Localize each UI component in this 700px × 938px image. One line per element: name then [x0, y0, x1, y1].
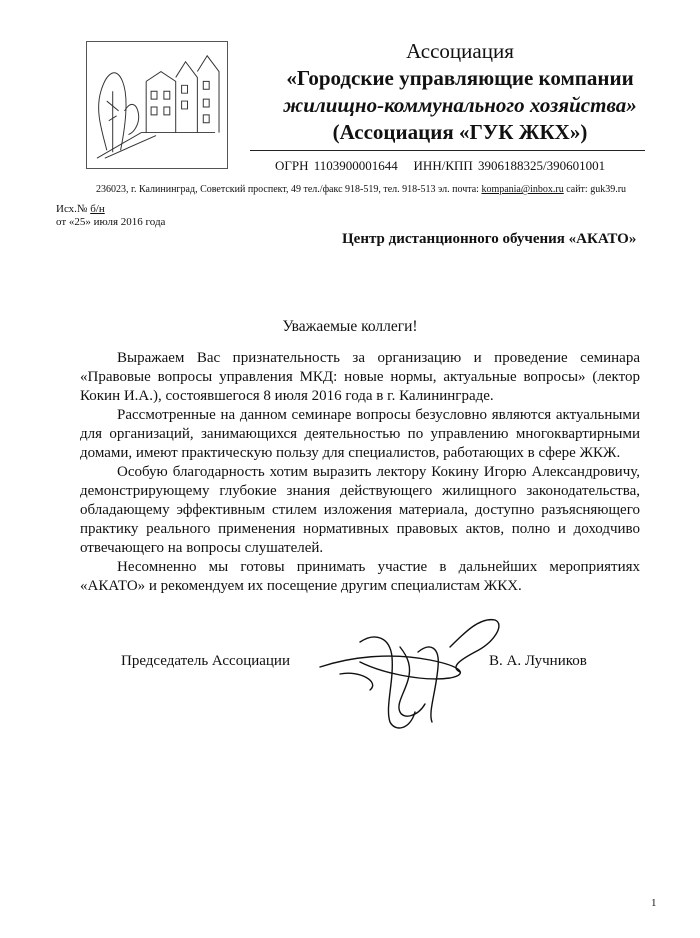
outgoing-date: от «25» июля 2016 года: [56, 216, 166, 228]
signatory-title: Председатель Ассоциации: [121, 653, 290, 669]
inn-kpp: ИНН/КПП 3906188325/390601001: [413, 158, 606, 173]
street-sketch-image: [87, 42, 227, 168]
greeting: Уважаемые коллеги!: [282, 318, 418, 335]
paragraph: Выражаем Вас признательность за организацию и проведение семинара «Правовые вопросы управления МКД: новые нормы, актуальные вопросы» (лектор Кокин И.А.), состоявшегося 8 июля 2016 года в г. Калининграде.: [80, 350, 640, 404]
signatory-name: В. А. Лучников: [489, 653, 587, 669]
org-line-3: жилищно-коммунального хозяйства»: [283, 93, 637, 117]
paragraph: Рассмотренные на данном семинаре вопросы безусловно являются актуальными для организаций, занимающихся деятельностью по управлению многоквартирными домами, имеют практическую пользу для специалистов, работающих в сфере ЖКЖ.: [80, 407, 640, 461]
outgoing-number-label: Исх.№: [56, 203, 91, 215]
address-text: 236023, г. Калининград, Советский проспект, 49 тел./факс 918-519, тел. 918-513 эл. почта:: [96, 184, 482, 195]
letter-body: [80, 349, 640, 596]
recipient: Центр дистанционного обучения «АКАТО»: [342, 231, 637, 247]
contact-address: [96, 184, 626, 195]
handwritten-signature: [300, 612, 540, 737]
org-line-2: «Городские управляющие компании: [286, 66, 634, 90]
email-link[interactable]: kompania@inbox.ru: [481, 184, 564, 195]
org-line-4: (Ассоциация «ГУК ЖКХ»): [332, 120, 588, 144]
outgoing-reference: [56, 203, 165, 229]
website: сайт: guk39.ru: [563, 184, 627, 195]
page-number: 1: [651, 897, 657, 909]
header-divider: [250, 150, 645, 151]
org-line-1: Ассоциация: [406, 39, 514, 63]
registration-numbers: [275, 158, 605, 174]
ogrn: ОГРН 1103900001644: [275, 158, 398, 173]
association-logo: [86, 41, 228, 169]
paragraph: Несомненно мы готовы принимать участие в дальнейших мероприятиях «АКАТО» и рекомендуем их посещение другим специалистам ЖКХ.: [80, 559, 640, 594]
outgoing-number: б/н: [90, 203, 105, 215]
organization-name: [250, 38, 670, 146]
paragraph: Особую благодарность хотим выразить лектору Кокину Игорю Александровичу, демонстрирующему глубокие знания действующего жилищного законодательства, обладающему эффективным стилем изложения материала, доступно разъясняющего практику реального применения нормативных правовых актов, полно и доходчиво отвечающего на вопросы слушателей.: [80, 464, 640, 556]
